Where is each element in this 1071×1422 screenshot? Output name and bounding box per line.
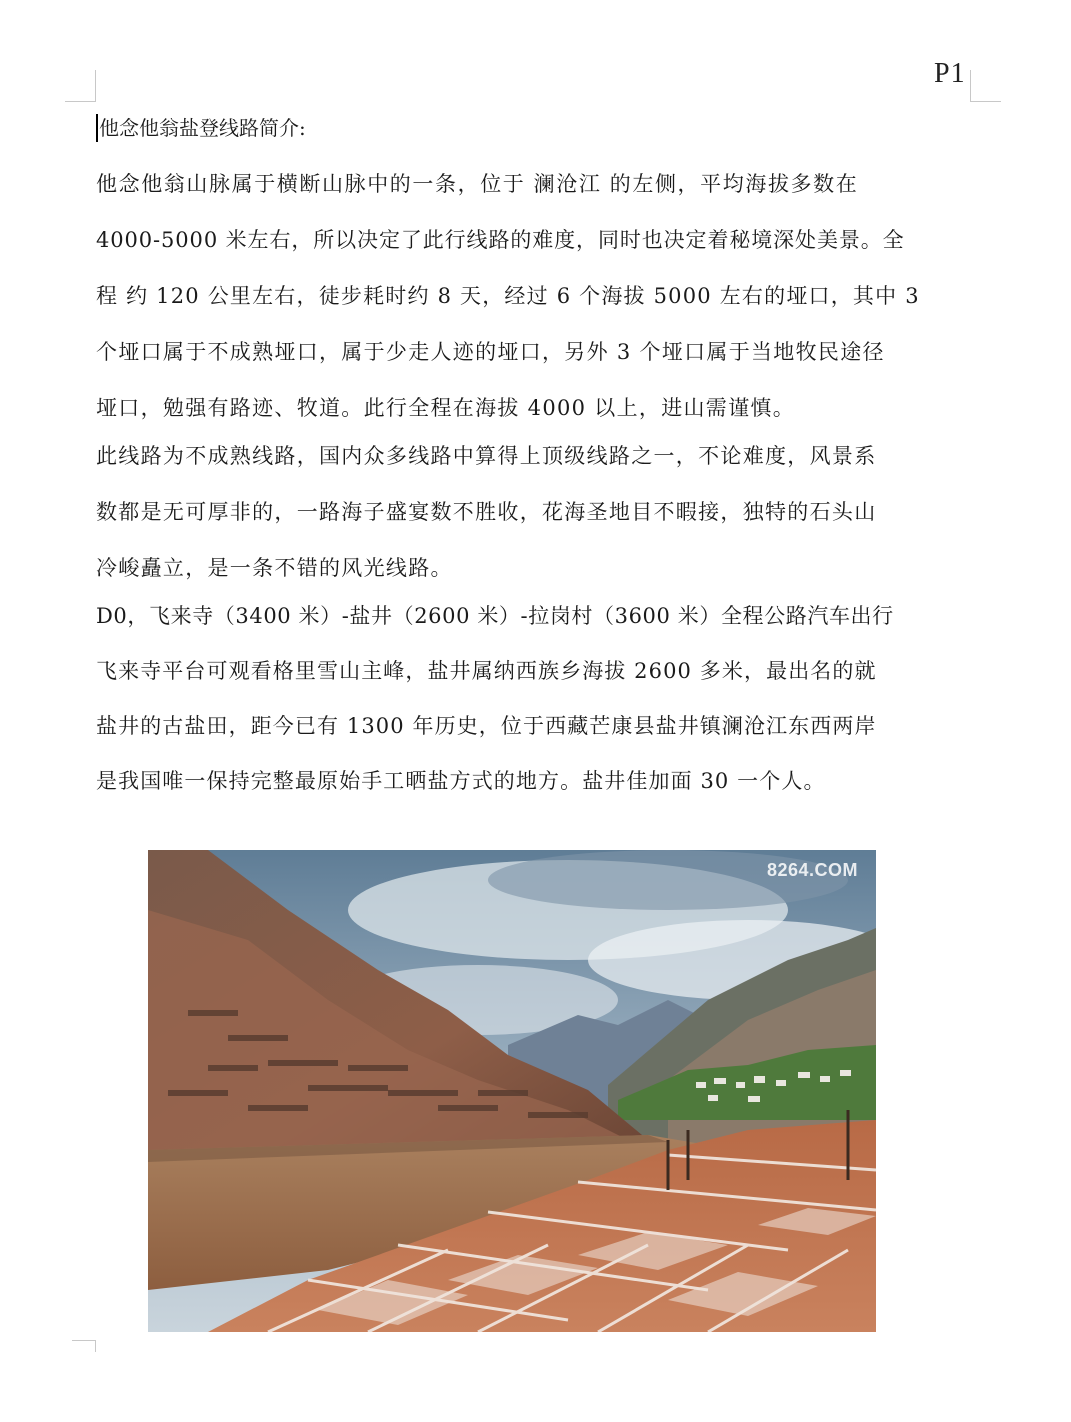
paragraph-line[interactable]: 此线路为不成熟线路，国内众多线路中算得上顶级线路之一，不论难度，风景系 (96, 444, 877, 468)
document-title[interactable]: 他念他翁盐登线路简介: (99, 116, 306, 140)
paragraph-line[interactable]: D0，飞来寺（3400 米）-盐井（2600 米）-拉岗村（3600 米）全程公路汽车出行 (96, 604, 894, 628)
crop-mark-bottom-left (72, 1340, 96, 1341)
paragraph-line[interactable]: 4000-5000 米左右，所以决定了此行线路的难度，同时也决定着秘境深处美景。全 (96, 228, 905, 252)
photo-illustration (148, 850, 876, 1332)
crop-mark-top-left (65, 101, 96, 102)
paragraph-line[interactable]: 是我国唯一保持完整最原始手工晒盐方式的地方。盐井佳加面 30 一个人。 (96, 769, 826, 793)
paragraph-line[interactable]: 冷峻矗立，是一条不错的风光线路。 (96, 556, 453, 580)
paragraph-line[interactable]: 个垭口属于不成熟垭口，属于少走人迹的垭口，另外 3 个垭口属于当地牧民途径 (96, 340, 885, 364)
paragraph-line[interactable]: 数都是无可厚非的，一路海子盛宴数不胜收，花海圣地目不暇接，独特的石头山 (96, 500, 877, 524)
crop-mark-bottom-left (95, 1340, 96, 1352)
photo-watermark: 8264.COM (766, 860, 858, 880)
paragraph-line[interactable]: 他念他翁山脉属于横断山脉中的一条，位于 澜沧江 的左侧，平均海拔多数在 (96, 172, 859, 196)
text-cursor (96, 114, 98, 142)
crop-mark-top-right (970, 70, 971, 102)
page-number: P1 (934, 58, 966, 89)
salt-terraces-photo[interactable] (148, 850, 876, 1332)
paragraph-line[interactable]: 程 约 120 公里左右，徒步耗时约 8 天，经过 6 个海拔 5000 左右的垭口，其中 3 (96, 284, 920, 308)
crop-mark-top-left (95, 70, 96, 102)
paragraph-line[interactable]: 垭口，勉强有路迹、牧道。此行全程在海拔 4000 以上，进山需谨慎。 (96, 396, 795, 420)
paragraph-line[interactable]: 飞来寺平台可观看格里雪山主峰，盐井属纳西族乡海拔 2600 多米，最出名的就 (96, 659, 877, 683)
crop-mark-top-right (970, 101, 1001, 102)
paragraph-line[interactable]: 盐井的古盐田，距今已有 1300 年历史，位于西藏芒康县盐井镇澜沧江东西两岸 (96, 714, 877, 738)
